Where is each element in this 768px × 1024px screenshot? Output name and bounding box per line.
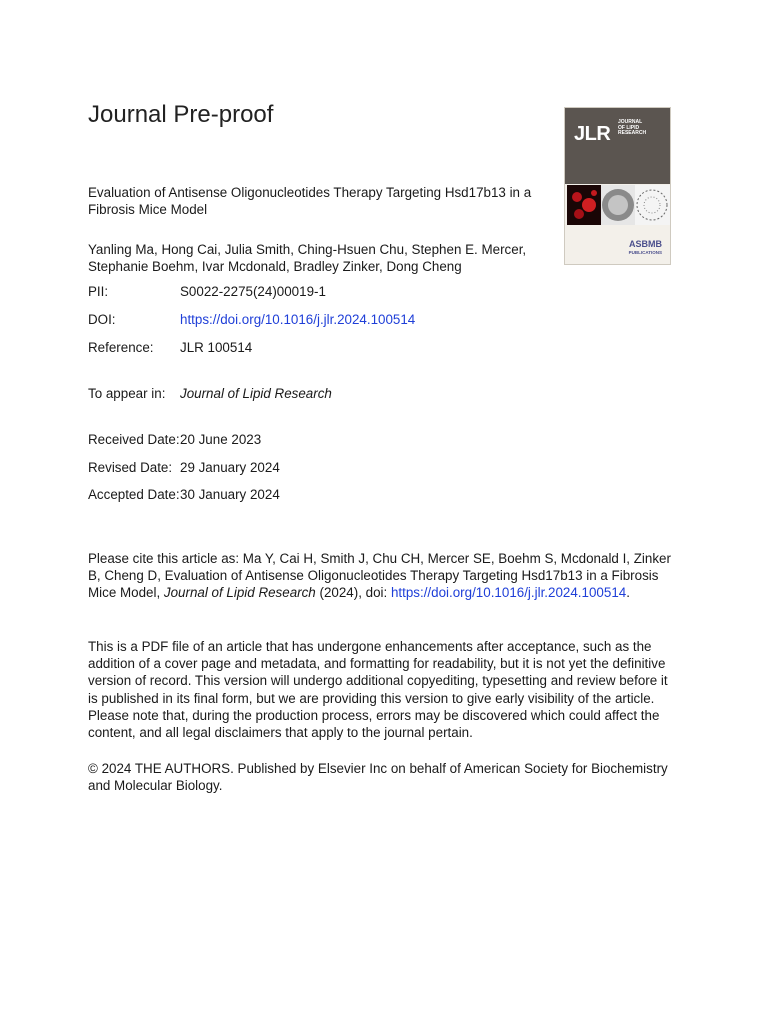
citation-middle: (2024), doi:: [315, 585, 391, 601]
revised-label: Revised Date:: [88, 460, 173, 475]
page-title: Journal Pre-proof: [88, 101, 274, 128]
reference-label: Reference:: [88, 340, 154, 355]
journal-cover-thumbnail: [564, 107, 671, 265]
appear-value: Journal of Lipid Research: [180, 386, 332, 401]
citation-paragraph: [88, 550, 673, 602]
pii-label: PII:: [88, 284, 109, 299]
doi-link[interactable]: https://doi.org/10.1016/j.jlr.2024.100514: [180, 312, 416, 327]
appear-label: To appear in:: [88, 386, 166, 401]
reference-value: JLR 100514: [180, 340, 253, 355]
publisher-subtitle: PUBLICATIONS: [628, 250, 662, 255]
article-title: Evaluation of Antisense Oligonucleotides Therapy Targeting Hsd17b13 in a Fibrosis Mice Model: [88, 185, 532, 217]
received-label: Received Date:: [88, 432, 180, 447]
article-authors: Yanling Ma, Hong Cai, Julia Smith, Ching-Hsuen Chu, Stephen E. Mercer, Stephanie Boehm, Ivar Mcdonald, Bradley Zinker, Dong Cheng: [88, 242, 527, 274]
copyright-paragraph: © 2024 THE AUTHORS. Published by Elsevier Inc on behalf of American Society for Biochemistry and Molecular Biology.: [88, 761, 668, 794]
cover-journal-name: JOURNAL OF LIPID RESEARCH: [618, 119, 647, 137]
revised-value: 29 January 2024: [180, 460, 280, 475]
citation-suffix: .: [626, 585, 630, 601]
cover-microscopy-image: [567, 185, 670, 225]
citation-doi-link[interactable]: https://doi.org/10.1016/j.jlr.2024.100514: [390, 585, 627, 601]
accepted-value: 30 January 2024: [180, 487, 280, 502]
citation-journal: Journal of Lipid Research: [163, 585, 316, 601]
disclaimer-paragraph: This is a PDF file of an article that has undergone enhancements after acceptance, such as the addition of a cover page and metadata, and formatting for readability, but it is not yet the definitive version of record. This version will undergo additional copyediting, typesetting and review before it is published in its final form, but we are providing this version to give early visibility of the article. Please note that, during the production process, errors may be discovered which could affect the content, and all legal disclaimers that apply to the journal pertain.: [88, 639, 668, 741]
publisher-logo: ASBMB: [629, 239, 662, 249]
received-value: 20 June 2023: [180, 432, 262, 447]
pii-value: S0022-2275(24)00019-1: [180, 284, 326, 299]
accepted-label: Accepted Date:: [88, 487, 180, 502]
cover-logo: JLR: [574, 123, 611, 145]
doi-label: DOI:: [88, 312, 116, 327]
citation-prefix: Please cite this article as: Ma Y, Cai H, Smith J, Chu CH, Mercer SE, Boehm S, Mcdonald I, Zinker B, Cheng D, Evaluation of Antisense Oligonucleotides Therapy Targeting Hsd17b13 in a Fibrosis Mice Model,: [88, 551, 671, 601]
